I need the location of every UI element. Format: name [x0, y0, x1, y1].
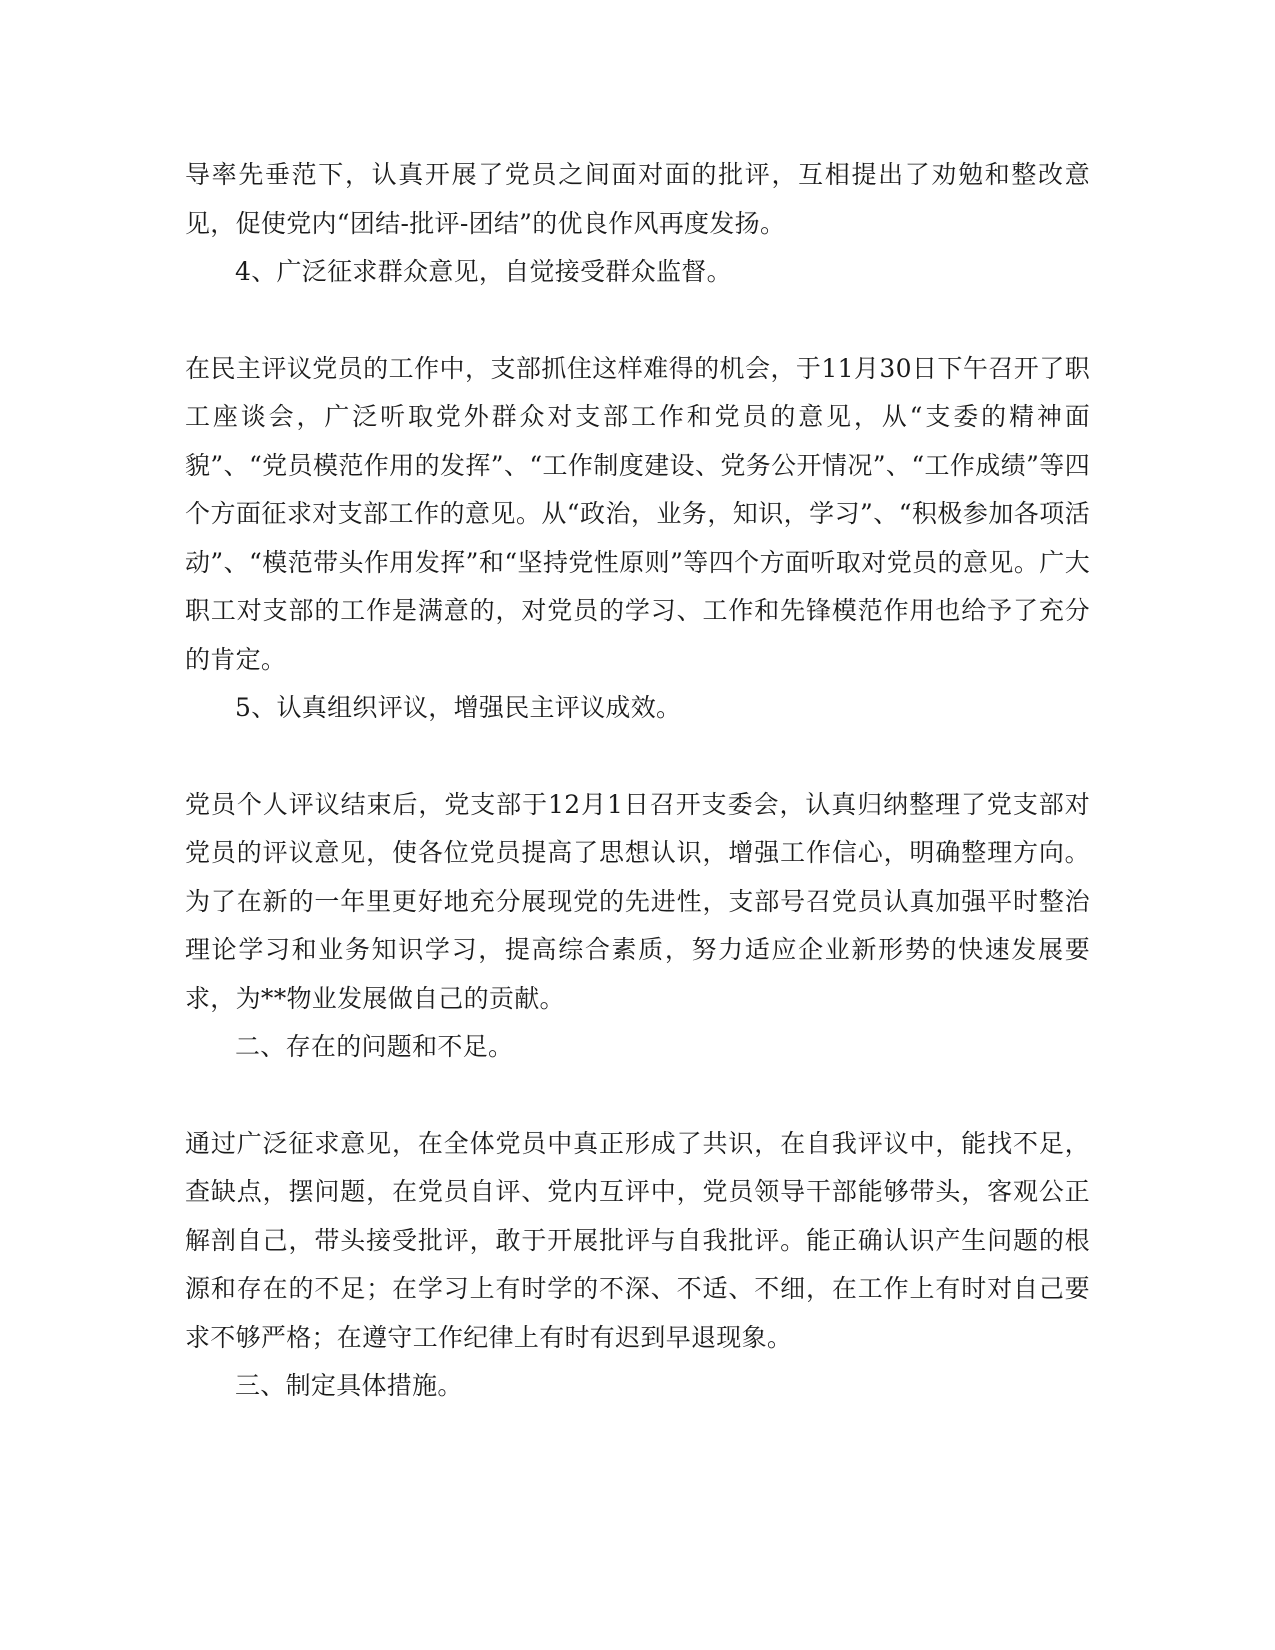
paragraph-symposium: 在民主评议党员的工作中，支部抓住这样难得的机会，于11月30日下午召开了职工座谈会，广泛听取党外群众对支部工作和党员的意见，从“支委的精神面貌”、“党员模范作用的发挥”、“工作制度建设、党务公开情况”、“工作成绩”等四个方面征求对支部工作的意见。从“政治，业务，知识，学习”、“积极参加各项活动”、“模范带头作用发挥”和“坚持党性原则”等四个方面听取对党员的意见。广大职工对支部的工作是满意的，对党员的学习、工作和先锋模范作用也给予了充分的肯定。 [185, 353, 1090, 674]
paragraph-criticism: 导率先垂范下，认真开展了党员之间面对面的批评，互相提出了劝勉和整改意见，促使党内“团结-批评-团结”的优良作风再度发扬。 [185, 160, 1090, 238]
heading-solicit-opinions: 4、广泛征求群众意见，自觉接受群众监督。 [235, 257, 732, 286]
heading-organize-review: 5、认真组织评议，增强民主评议成效。 [235, 693, 682, 722]
paragraph-review-results: 党员个人评议结束后，党支部于12月1日召开支委会，认真归纳整理了党支部对党员的评议意见，使各位党员提高了思想认识，增强工作信心，明确整理方向。为了在新的一年里更好地充分展现党的先进性，支部号召党员认真加强平时整治理论学习和业务知识学习，提高综合素质，努力适应企业新形势的快速发展要求，为**物业发展做自己的贡献。 [185, 789, 1090, 1013]
paragraph-problems: 通过广泛征求意见，在全体党员中真正形成了共识，在自我评议中，能找不足，查缺点，摆问题，在党员自评、党内互评中，党员领导干部能够带头，客观公正解剖自己，带头接受批评，敢于开展批评与自我批评。能正确认识产生问题的根源和存在的不足；在学习上有时学的不深、不适、不细，在工作上有时对自己要求不够严格；在遵守工作纪律上有时有迟到早退现象。 [185, 1128, 1090, 1352]
heading-measures: 三、制定具体措施。 [235, 1371, 463, 1400]
heading-problems: 二、存在的问题和不足。 [235, 1032, 514, 1061]
document-body [185, 151, 1090, 1411]
